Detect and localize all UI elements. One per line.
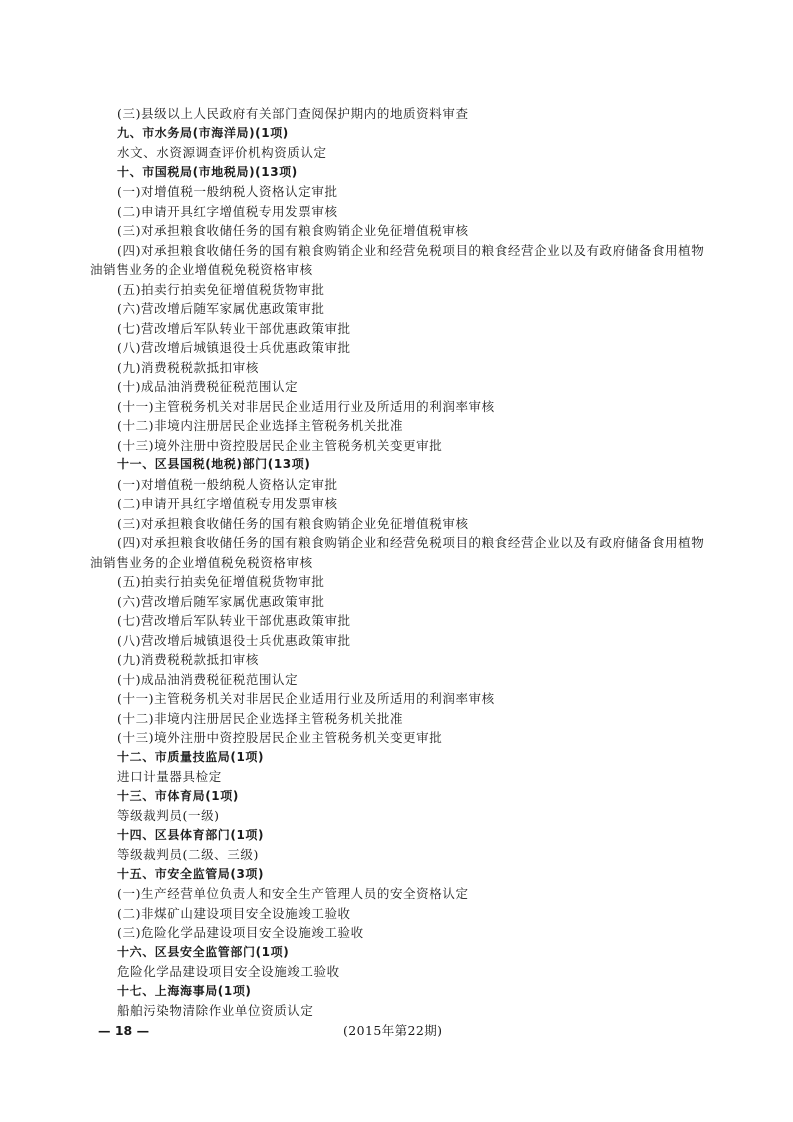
list-item: (九)消费税税款抵扣审核 <box>117 652 259 667</box>
list-item: (一)对增值税一般纳税人资格认定审批 <box>117 476 338 492</box>
list-item: (一)对增值税一般纳税人资格认定审批 <box>117 184 338 199</box>
list-item: (十二)非境内注册居民企业选择主管税务机关批准 <box>117 710 404 726</box>
list-item: (三)县级以上人民政府有关部门查阅保护期内的地质资料审查 <box>117 106 469 121</box>
list-item: (三)危险化学品建设项目安全设施竣工验收 <box>117 925 364 940</box>
list-item: (十一)主管税务机关对非居民企业适用行业及所适用的利润率审核 <box>117 398 495 414</box>
list-item: (十二)非境内注册居民企业选择主管税务机关批准 <box>117 418 404 433</box>
list-item: (十一)主管税务机关对非居民企业适用行业及所适用的利润率审核 <box>117 691 495 706</box>
list-item: (十三)境外注册中资控股居民企业主管税务机关变更审批 <box>117 730 443 745</box>
section-heading: 十六、区县安全监管部门(1项) <box>117 944 290 959</box>
issue-label: (2015年第22期) <box>343 1023 443 1038</box>
list-item: 危险化学品建设项目安全设施竣工验收 <box>117 964 340 979</box>
list-item: (六)营改增后随军家属优惠政策审批 <box>117 301 325 316</box>
page-number: — 18 — <box>98 1023 150 1038</box>
list-item: (二)申请开具红字增值税专用发票审核 <box>117 203 338 219</box>
list-item: (三)对承担粮食收储任务的国有粮食购销企业免征增值税审核 <box>117 515 469 531</box>
list-item: (六)营改增后随军家属优惠政策审批 <box>117 593 325 609</box>
list-item: 船舶污染物清除作业单位资质认定 <box>117 1003 314 1018</box>
list-item: (十三)境外注册中资控股居民企业主管税务机关变更审批 <box>117 437 443 453</box>
section-heading: 十五、市安全监管局(3项) <box>117 866 265 881</box>
page-footer <box>98 1021 598 1041</box>
section-heading: 十三、市体育局(1项) <box>117 788 239 803</box>
list-item: (三)对承担粮食收储任务的国有粮食购销企业免征增值税审核 <box>117 223 469 238</box>
list-item: 等级裁判员(二级、三级) <box>117 847 259 862</box>
list-item: (二)申请开具红字增值税专用发票审核 <box>117 496 338 511</box>
document-body <box>90 104 715 1021</box>
section-heading: 十一、区县国税(地税)部门(13项) <box>117 457 311 471</box>
list-item: (九)消费税税款抵扣审核 <box>117 359 259 375</box>
list-item: (五)拍卖行拍卖免征增值税货物审批 <box>117 281 325 297</box>
list-item: (五)拍卖行拍卖免征增值税货物审批 <box>117 574 325 589</box>
list-item: (七)营改增后军队转业干部优惠政策审批 <box>117 613 351 628</box>
list-item: (四)对承担粮食收储任务的国有粮食购销企业和经营免税项目的粮食经营企业以及有政府储备食用植物油销售业务的企业增值税免税资格审核 <box>90 242 705 277</box>
list-item: (二)非煤矿山建设项目安全设施竣工验收 <box>117 905 351 921</box>
list-item: 等级裁判员(一级) <box>117 808 220 823</box>
list-item: 水文、水资源调查评价机构资质认定 <box>117 145 327 160</box>
section-heading: 九、市水务局(市海洋局)(1项) <box>117 125 289 140</box>
list-item: (八)营改增后城镇退役士兵优惠政策审批 <box>117 340 351 355</box>
list-item: (四)对承担粮食收储任务的国有粮食购销企业和经营免税项目的粮食经营企业以及有政府储备食用植物油销售业务的企业增值税免税资格审核 <box>90 535 705 570</box>
section-heading: 十、市国税局(市地税局)(13项) <box>117 164 298 179</box>
section-heading: 十四、区县体育部门(1项) <box>117 827 265 842</box>
list-item: (十)成品油消费税征税范围认定 <box>117 379 299 394</box>
list-item: (一)生产经营单位负责人和安全生产管理人员的安全资格认定 <box>117 886 469 901</box>
list-item: (十)成品油消费税征税范围认定 <box>117 671 299 687</box>
list-item: (八)营改增后城镇退役士兵优惠政策审批 <box>117 632 351 648</box>
list-item: (七)营改增后军队转业干部优惠政策审批 <box>117 320 351 336</box>
section-heading: 十七、上海海事局(1项) <box>117 983 252 998</box>
list-item: 进口计量器具检定 <box>117 769 222 784</box>
section-heading: 十二、市质量技监局(1项) <box>117 749 265 764</box>
